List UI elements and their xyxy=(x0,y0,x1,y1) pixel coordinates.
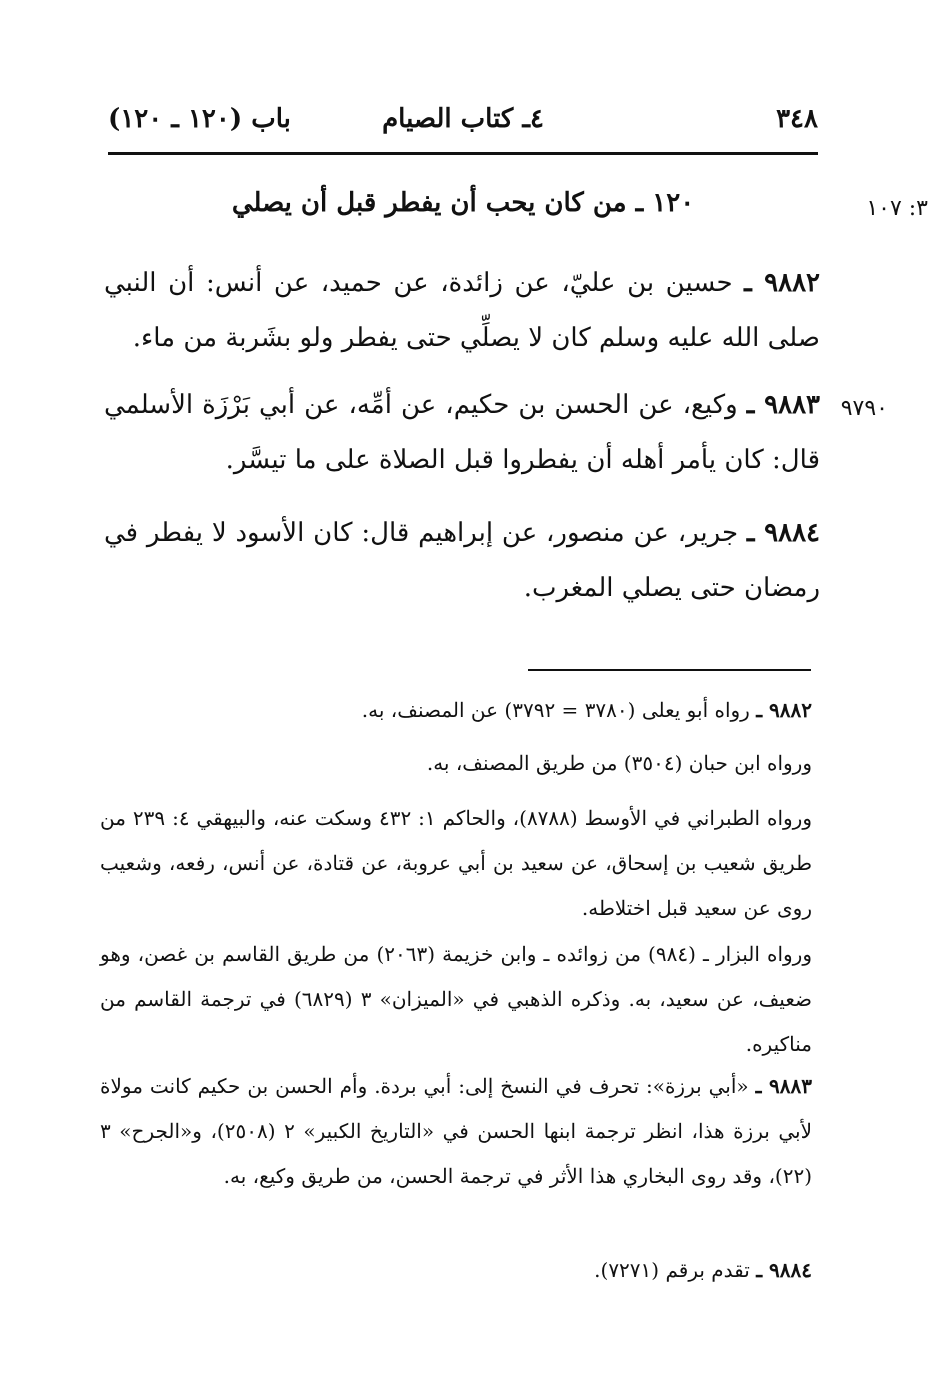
footnote-text: رواه أبو يعلى (٣٧٨٠ = ٣٧٩٢) عن المصنف، به. xyxy=(361,698,750,722)
footnote-bazzar xyxy=(100,932,812,1067)
footnote-number: ٩٨٨٤ ـ xyxy=(756,1258,812,1282)
hadith-9882 xyxy=(104,256,820,366)
footnote-text: ورواه الطبراني في الأوسط (٨٧٨٨)، والحاكم ١: ٤٣٢ وسكت عنه، والبيهقي ٤: ٢٣٩ من طريق شعيب بن إسحاق، عن سعيد بن أبي عروبة، عن قتادة، عن أنس، رفعه، وشعيب روى عن سعيد قبل اختلاطه. xyxy=(100,806,812,920)
hadith-number: ٩٨٨٤ ـ xyxy=(746,518,821,548)
page-number: ٣٤٨ xyxy=(776,104,818,134)
hadith-text: جرير، عن منصور، عن إبراهيم قال: كان الأسود لا يفطر في رمضان حتى يصلي المغرب. xyxy=(104,518,820,603)
footnote-divider xyxy=(528,669,811,671)
footnote-9883 xyxy=(100,1064,812,1199)
hadith-margin-reference: ٩٧٩٠ xyxy=(840,396,888,421)
hadith-text: وكيع، عن الحسن بن حكيم، عن أمِّه، عن أبي بَرْزَة الأسلمي قال: كان يأمر أهله أن يفطروا قبل الصلاة على ما تيسَّر. xyxy=(104,390,820,475)
hadith-9884 xyxy=(104,506,820,616)
running-header xyxy=(108,100,818,146)
footnote-ibn-hibban xyxy=(100,741,812,786)
hadith-text: حسين بن عليّ، عن زائدة، عن حميد، عن أنس: أن النبي صلى الله عليه وسلم كان لا يصلِّي حتى يفطر ولو بشَربة من ماء. xyxy=(104,268,820,353)
hadith-number: ٩٨٨٢ ـ xyxy=(744,268,821,298)
header-divider xyxy=(108,152,818,155)
hadith-9883 xyxy=(104,378,820,488)
footnote-9884 xyxy=(100,1248,812,1293)
section-heading: ١٢٠ ـ من كان يحب أن يفطر قبل أن يصلي xyxy=(231,188,695,218)
footnote-9882 xyxy=(100,688,812,733)
book-title: ٤ـ كتاب الصيام xyxy=(382,104,544,134)
footnote-text: تقدم برقم (٧٢٧١). xyxy=(594,1258,750,1282)
footnote-text: ورواه ابن حبان (٣٥٠٤) من طريق المصنف، به. xyxy=(426,751,812,775)
footnote-number: ٩٨٨٢ ـ xyxy=(756,698,812,722)
section-margin-reference: ٣: ١٠٧ xyxy=(866,196,928,221)
footnote-tabarani xyxy=(100,796,812,931)
hadith-number: ٩٨٨٣ ـ xyxy=(746,390,820,420)
footnote-number: ٩٨٨٣ ـ xyxy=(755,1074,813,1098)
footnote-text: «أبي برزة»: تحرف في النسخ إلى: أبي بردة. وأم الحسن بن حكيم كانت مولاة لأبي برزة هذا، انظر ترجمة ابنها الحسن في «التاريخ الكبير» ٢ (٢٥٠٨)، و«الجرح» ٣ (٢٢)، وقد روى البخاري هذا الأثر في ترجمة الحسن، من طريق وكيع، به. xyxy=(100,1074,813,1188)
footnote-text: ورواه البزار ـ (٩٨٤) من زوائده ـ وابن خزيمة (٢٠٦٣) من طريق القاسم بن غصن، وهو ضعيف، عن سعيد، به. وذكره الذهبي في «الميزان» ٣ (٦٨٢٩) في ترجمة القاسم من مناكيره. xyxy=(100,942,813,1056)
chapter-range: باب (١٢٠ ـ ١٢٠) xyxy=(108,104,291,134)
